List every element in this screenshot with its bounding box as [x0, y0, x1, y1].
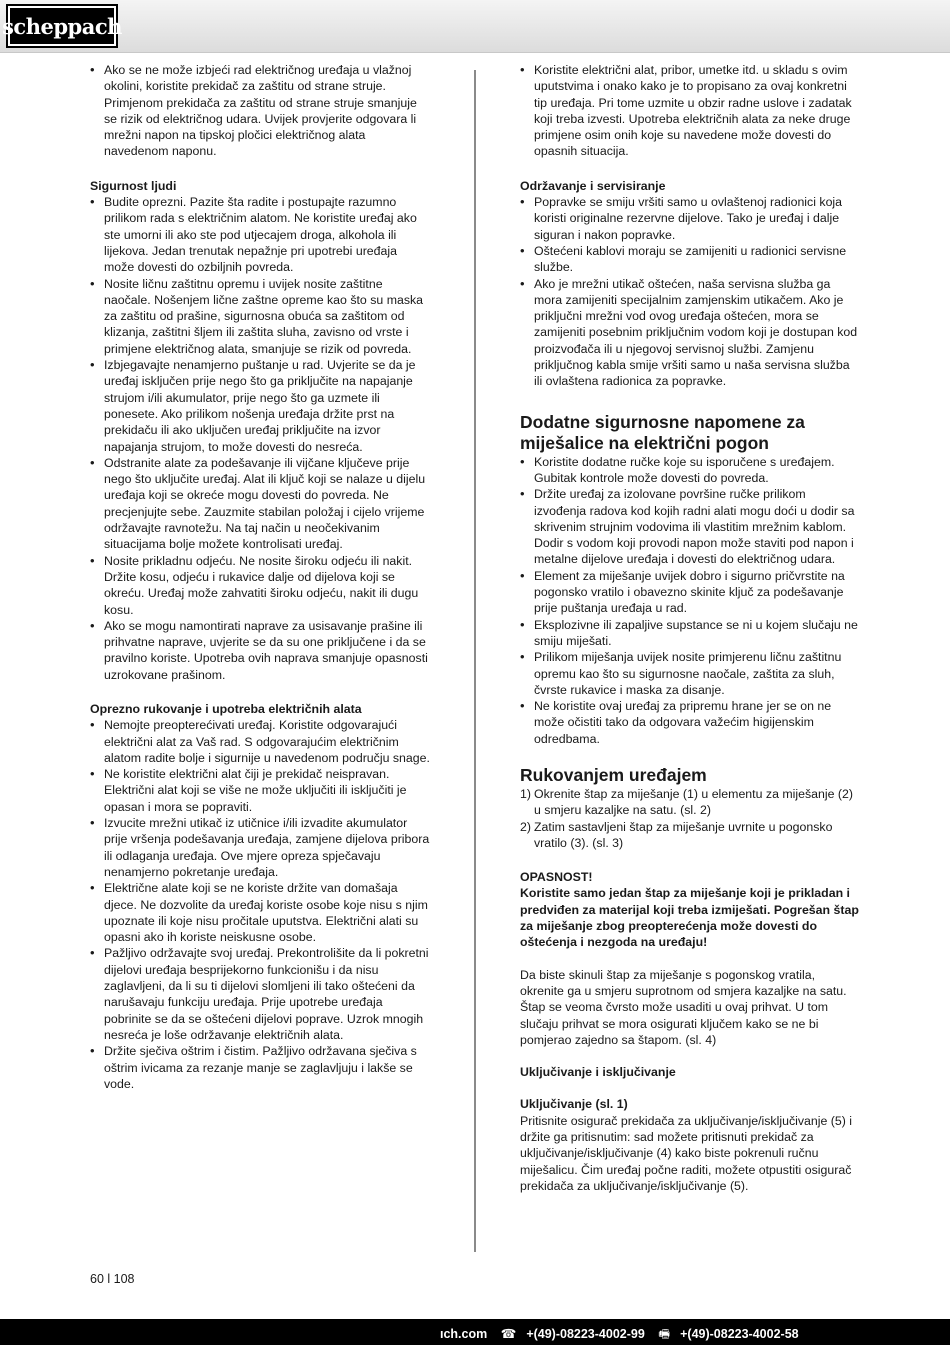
section-title-personal-safety: Sigurnost ljudi: [90, 178, 177, 193]
maintenance-list: [520, 194, 860, 390]
danger-label: OPASNOST!: [520, 870, 593, 885]
list-item: [520, 786, 860, 819]
section-title-on-off: Uključivanje i isključivanje: [520, 1065, 676, 1080]
footer-contact: [440, 1325, 809, 1346]
list-item: [520, 819, 860, 852]
list-item: • Koristite električni alat, pribor, umetke itd. u skladu s ovim uputstvima i onako kako je to propisano za ovaj konkretni tip uređaja. Pri tome uzmite u obzir radne uslove i zadatak koji treba izvesti. Upotreba električnih alata za neke druge primjene osim onih koje su navedene može dovesti do opasnih situacija.: [520, 62, 860, 160]
section-title-careful-use: Oprezno rukovanje i upotreba električnih alata: [90, 701, 362, 716]
step-text: Zatim sastavljeni štap za miješanje uvrnite u pogonsko vratilo (3). (sl. 3): [534, 819, 833, 850]
mixer-notes-list: [520, 454, 860, 747]
left-intro-list: [90, 62, 430, 160]
list-item: • Izbjegavajte nenamjerno puštanje u rad. Uvjerite se da je uređaj isključen prije nego što ga priključite na napajanje strujom i/ili akumulator, prije nego što ga uzmete ili ponesete. Ako prilikom nošenja uređaja držite prst na prekidaču ili ako uključen uređaj priključite na izvor napajanja strujom, to može dovesti do nesreća.: [90, 357, 430, 455]
section-title-mixer-notes: Dodatne sigurnosne napomene za miješalice na električni pogon: [520, 411, 805, 453]
brand-logo: scheppach: [6, 4, 118, 48]
list-item: • Držite uređaj za izolovane površine ručke prilikom izvođenja radova kod kojih radni alati mogu doći u dodir sa skrivenim strujnim vodovima ili vlastitim mrežnim kablom. Dodir s vodom koji provodi napon može staviti pod napon i metalne dijelove uređaja i dovesti do električnog udara.: [520, 486, 860, 567]
list-item: • Ako se ne može izbjeći rad električnog uređaja u vlažnoj okolini, koristite prekidač za zaštitu od strane struje. Primjenom prekidača za zaštitu od strane struje smanjuje se rizik od električnog udara. Uvijek provjerite odgovara li mrežni napon na tipskoj pločici električnog alata navedenom naponu.: [90, 62, 430, 160]
page-number: 60 l 108: [90, 1272, 135, 1286]
switch-on-text: Pritisnite osigurač prekidača za uključivanje/isključivanje (5) i držite ga pritisnutim: sad možete pritisnuti prekidač za uključivanje/isključivanje (4) kako biste pokrenuli ručnu miješalicu. Čim uređaj počne raditi, možete otpustiti osigurač prekidača za uključivanje/isključivanje (5).: [520, 1113, 853, 1193]
footer-band: [0, 1319, 950, 1345]
removal-text: Da biste skinuli štap za miješanje s pogonskog vratila, okrenite ga u smjeru suprotnom od smjera kazaljke na satu. Štap se veoma čvrsto može usaditi u ovaj prihvat. U tom slučaju prihvat se mora osigurati ključem kako se ne bi pomjerao zajedno sa štapom. (sl. 4): [520, 967, 847, 1047]
list-item: • Električne alate koji se ne koriste držite van domašaja djece. Ne dozvolite da uređaj koriste osobe koje nisu s njim upoznate ili koje nisu pročitale uputstva. Električni alati su opasni ako ih koriste neiskusne osobe.: [90, 880, 430, 945]
section-title-switch-on: Uključivanje (sl. 1): [520, 1097, 628, 1112]
step-number: 2): [520, 819, 531, 834]
list-item: • Oštećeni kablovi moraju se zamijeniti u radionici servisne službe.: [520, 243, 860, 276]
right-intro-list: [520, 62, 860, 160]
list-item: • Popravke se smiju vršiti samo u ovlaštenoj radionici koja koristi originalne rezervne dijelove. Tako je uređaj i dalje siguran i nakon popravke.: [520, 194, 860, 243]
footer-phone: +(49)-08223-4002-99: [526, 1327, 645, 1341]
list-item: • Pažljivo održavajte svoj uređaj. Prekontrolišite da li pokretni dijelovi uređaja besprijekorno funkcionišu i da nisu zaglavljeni, da li su ti dijelovi slomljeni ili tako oštećeni da narušavaju funkciju uređaja. Prije upotrebe uređaja pobrinite se da se oštećeni dijelovi poprave. Uzrok mnogih nesreća je loše održavanje električnih alata.: [90, 945, 430, 1043]
list-item: • Ne koristite električni alat čiji je prekidač neispravan. Električni alat koji se više ne može uključiti ili isključiti je opasan i mora se popraviti.: [90, 766, 430, 815]
list-item: • Izvucite mrežni utikač iz utičnice i/ili izvadite akumulator prije vršenja podešavanja uređaja, zamjene dijelova pribora ili odlaganja uređaja. Ove mjere opreza spječavaju nenamjerno pokretanje uređaja.: [90, 815, 430, 880]
personal-safety-list: [90, 194, 430, 683]
list-item: • Ne koristite ovaj uređaj za pripremu hrane jer se on ne može očistiti tako da odgovara važećim higijenskim odredbama.: [520, 698, 860, 747]
list-item: • Koristite dodatne ručke koje su isporučene s uređajem. Gubitak kontrole može dovesti do povreda.: [520, 454, 860, 487]
list-item: • Ako je mrežni utikač oštećen, naša servisna služba ga mora zamijeniti specijalnim zamjenskim utikačem. Ako je priključni mrežni vod ovog uređaja oštećen, mora se zamijeniti posebnim priključnim vodom koji je dostupan kod proizvođača ili u njegovoj servisnoj službi. Zamjenu priključnog kabla smije vršiti samo u naša servisna služba ili ovlaštena radionica za popravke.: [520, 276, 860, 390]
list-item: • Prilikom miješanja uvijek nosite primjerenu ličnu zaštitnu opremu kao što su sigurnosne naočale, zaštita za sluh, čvrste rukavice i maska za disanje.: [520, 649, 860, 698]
handling-steps: [520, 786, 860, 851]
step-text: Okrenite štap za miješanje (1) u elementu za miješanje (2) u smjeru kazaljke na satu. (sl. 2): [534, 786, 854, 818]
header-band: [0, 0, 950, 53]
list-item: • Nosite prikladnu odjeću. Ne nosite široku odjeću ili nakit. Držite kosu, odjeću i rukavice dalje od dijelova koji se okreću. Uređaj može zahvatiti široku odjeću, nakit ili dugu kosu.: [90, 553, 430, 618]
footer-fax: +(49)-08223-4002-58: [680, 1327, 799, 1341]
section-title-maintenance: Održavanje i servisiranje: [520, 178, 666, 193]
list-item: • Element za miješanje uvijek dobro i sigurno pričvrstite na pogonsko vratilo i obavezno skinite ključ za podešavanje prije puštanja uređaja u rad.: [520, 568, 860, 617]
section-title-handling: Rukovanjem uređajem: [520, 764, 707, 785]
careful-use-list: [90, 717, 430, 1092]
danger-text: Koristite samo jedan štap za miješanje koji je prikladan i predviđen za materijal koji treba izmiješati. Pogrešan štap za miješanje zbog preopterećenja može dovesti do oštećenja i nezgoda na uređaju!: [520, 886, 859, 950]
right-column: [520, 62, 860, 1194]
phone-icon: ☎: [500, 1327, 517, 1341]
column-divider: [474, 70, 476, 1252]
list-item: • Nosite ličnu zaštitnu opremu i uvijek nosite zaštitne naočale. Nošenjem lične zaštne opreme kao što su maska za zaštitu od prašine, sigurnosna obuća sa zaštitom od klizanja, zaštitni šljem ili zaštita sluha, zavisno od vrste i primjene električnog alata, smanjuje se rizik od povreda.: [90, 276, 430, 357]
fax-icon: 🖷: [658, 1327, 671, 1341]
list-item: • Nemojte preopterećivati uređaj. Koristite odgovarajući električni alat za Vaš rad. S odgovarajućim električnim alatom radite bolje i sigurnije u navedenom području snage.: [90, 717, 430, 766]
list-item: • Ako se mogu namontirati naprave za usisavanje prašine ili prihvatne naprave, uvjerite se da su one priključene i da se pravilno koriste. Upotreba ovih naprava smanjuje opasnosti uzrokovane prašinom.: [90, 618, 430, 683]
list-item: • Odstranite alate za podešavanje ili vijčane ključeve prije nego što uključite uređaj. Alat ili ključ koji se nalaze u dijelu uređaja koji se okreće mogu dovesti do povreda. Ne precjenjujte sebe. Zauzmite stabilan položaj i cijelo vrijeme održavajte ravnotežu. Na taj način u neočekivanim situacijama bolje možete kontrolisati uređaj.: [90, 455, 430, 553]
list-item: • Budite oprezni. Pazite šta radite i postupajte razumno prilikom rada s električnim alatom. Ne koristite uređaj ako ste umorni ili ako ste pod utjecajem droga, alkohola ili lijekova. Jedan trenutak nepažnje pri upotrebi uređaja može dovesti do ozbiljnih povreda.: [90, 194, 430, 275]
left-column: [90, 62, 430, 1092]
step-number: 1): [520, 786, 531, 801]
list-item: • Eksplozivne ili zapaljive supstance se ni u kojem slučaju ne smiju miješati.: [520, 617, 860, 650]
footer-website[interactable]: ıch.com: [440, 1327, 488, 1341]
list-item: • Držite sječiva oštrim i čistim. Pažljivo održavana sječiva s oštrim ivicama za rezanje manje se zaglavljuju i lakše se vode.: [90, 1043, 430, 1092]
